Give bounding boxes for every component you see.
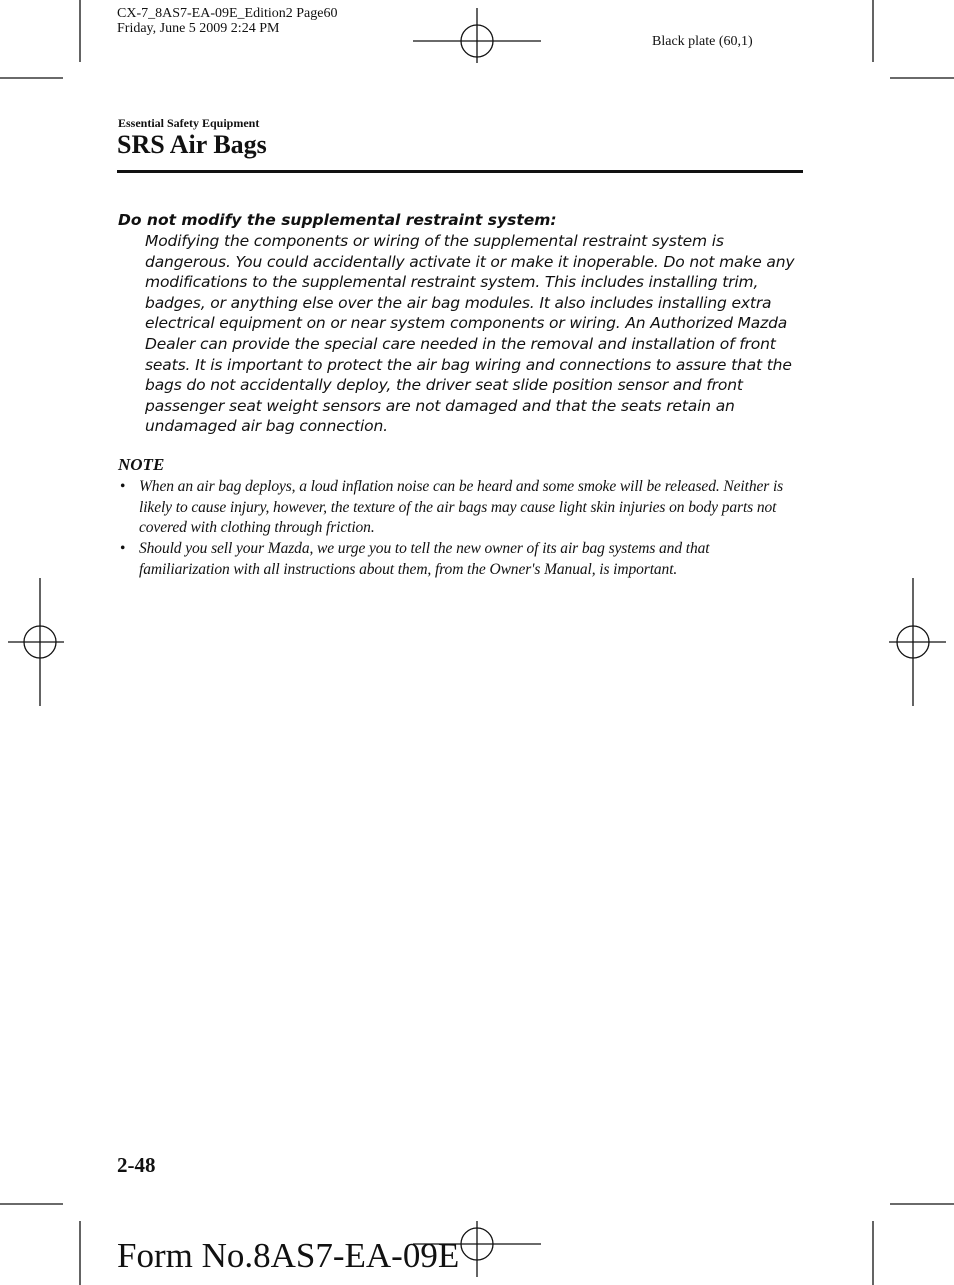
title-divider: [117, 170, 803, 173]
print-slug-file: CX-7_8AS7-EA-09E_Edition2 Page60: [117, 6, 338, 21]
print-slug-date: Friday, June 5 2009 2:24 PM: [117, 21, 280, 36]
registration-mark-top: [413, 8, 541, 63]
section-label: Essential Safety Equipment: [118, 116, 260, 130]
form-number: Form No.8AS7-EA-09E: [117, 1236, 460, 1275]
bullet-icon: •: [120, 478, 126, 495]
note-item-text: Should you sell your Mazda, we urge you to tell the new owner of its air bag systems and that familiarization with all instructions about them, from the Owner's Manual, is important.: [139, 540, 710, 578]
note-list: [118, 477, 798, 581]
registration-mark-left: [8, 578, 64, 706]
note-item: [118, 539, 798, 580]
plate-label: Black plate (60,1): [652, 34, 753, 49]
warning-heading: Do not modify the supplemental restraint system:: [118, 211, 557, 229]
page-number: 2-48: [117, 1153, 156, 1177]
note-item-text: When an air bag deploys, a loud inflation noise can be heard and some smoke will be released. Neither is likely to cause injury, however, the texture of the air bags may cause light skin injuries on body parts not covered with clothing through friction.: [139, 478, 784, 537]
bullet-icon: •: [120, 540, 126, 558]
note-item: [118, 477, 798, 539]
warning-block: [118, 210, 808, 437]
registration-mark-right: [889, 578, 946, 706]
warning-body: Modifying the components or wiring of the supplemental restraint system is dangerous. You could accidentally activate it or make it inoperable. Do not make any modifications to the supplemental restraint system. This includes installing trim, badges, or anything else over the air bag modules. It also includes installing extra electrical equipment on or near system components or wiring. An Authorized Mazda Dealer can provide the special care needed in the removal and installation of front seats. It is important to protect the air bag wiring and connections to assure that the bags do not accidentally deploy, the driver seat slide position sensor and front passenger seat weight sensors are not damaged and that the seats retain an undamaged air bag connection.: [145, 232, 795, 436]
note-label: NOTE: [118, 455, 165, 474]
page-title: SRS Air Bags: [117, 130, 267, 159]
print-slug: [117, 6, 337, 36]
